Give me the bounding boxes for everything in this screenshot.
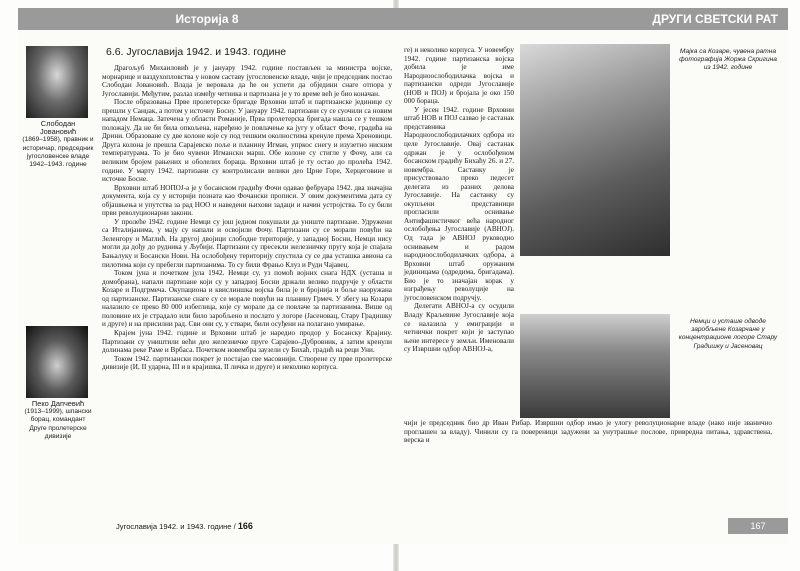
photo-mother-kozara (520, 44, 670, 256)
paragraph: У пролеће 1942. године Немци су још једном покушали да униште партизане. Удружени са Италијанима, у мају су напали и освојили Фочу. Партизани су се морали повући на Зеленгору и Маглић. На другој двојици слободне територије, у западној Босни, Немци нису могли да дођу до рудника у Љубији. Партизани су пресекли железничку пругу која је спајала Бањалуку и Босански Нови. На ослобођену територију спустила су се два усташка авиона са пилотима који су пребегли партизанима. То су били Фрањо Клуз и Руди Чајавец. (102, 217, 392, 269)
paragraph: У јесен 1942. године Врховни штаб НОВ и ПОЈ сазвао је састанак представника Народноослободилачких одбора из целе Југославије. Овај састанак одржан је у ослобођеном босанском градићу Бихаћу 26. и 27. новембра. Састанку је присуствовало преко педесет делегата из разних делова Југославије. На састанку су окупљени представници прогласили оснивање Антифашистичког већа народног ослобођења Југославије (АВНОЈ). Од тада је АВНОЈ руководио оснивањем и радом народноослободилачких одбора, а Врховни штаб оружаним јединицама (одредима, бригадама). Био је то значајан корак у изграђењу револуције на југословенском подручју. (404, 105, 514, 302)
portrait-caption-1 (22, 120, 94, 169)
photo2-caption: Немци и усташе одводе заробљене Козарчане у концентрационе логоре Стару Градишку и Јасеновац (678, 318, 778, 350)
right-page (396, 8, 788, 544)
paragraph: Врховни штаб НОПОЈ-а је у босанском градићу Фочи одавао фебруара 1942. два значајна документа, која су у историји позната као Фочански прописи. У овим документима дата су објашњења и упутства за рад НОО и наведени њихови задаци и начин устројства. То су били први револуционарни закони. (102, 183, 392, 218)
left-header-bar: Историја 8 (18, 8, 396, 30)
page-number-right: 167 (728, 518, 788, 534)
page-number-left: 166 (237, 521, 253, 531)
portrait-desc-2: (1913–1999), шпански борац, командант Друге пролетерске дивизије (24, 408, 92, 440)
paragraph: Током 1942. партизански покрет је постајао све масовнији. Створене су прве пролетерске дивизије (И, II ударна, III и в крајишка, II личка и друге) и неколико корпуса. (102, 354, 392, 372)
paragraph: Делегати АВНОЈ-а су осудили Владу Краљевине Југославије која се налазила у емиграцији и четнички покрет који је заступао њене интересе у земљи. Именовали су Извршни одбор АВНОЈ-а, (404, 302, 514, 354)
left-footer (116, 521, 253, 531)
left-text-column (102, 46, 392, 372)
photo-jovanovic (26, 46, 88, 118)
right-text-column (404, 46, 514, 354)
paragraph: Крајем јуна 1942. године и Врховни штаб је наредио продор у Босанску Крајину. Партизани су уништили већи део железничке пруге Сарајево–Дубровник, а затим кренули долинама реке Раме и Врбаса. Почетком новембра заузели су Бихаћ, градић на реци Уни. (102, 328, 392, 355)
right-bottom-text (404, 419, 772, 445)
paragraph: Драгољуб Михаиловић је у јануару 1942. године постављен за министра војске, морнарице и ваздухопловства у новом саставу југословенске владе, чији је председник постао Слободан Јовановић. Влада је веровала да ће он успети да обједини снаге отпора у Југославији. Међутим, разлаз између четника и партизана је у то време већ је био коначан. (102, 64, 392, 98)
portrait-desc-1: (1869–1958), правник и историчар, председник југословенске владе 1942–1943. године (22, 136, 94, 169)
portrait-caption-2 (22, 400, 94, 441)
footer-text: Југославија 1942. и 1943. године / (116, 522, 236, 531)
left-page (18, 8, 396, 544)
right-header-bar: ДРУГИ СВЕТСКИ РАТ (396, 8, 788, 30)
paragraph: Током јуна и почетком јула 1942. Немци су, уз помоћ војних снага НДХ (усташа и домобрана), напали партизане који су у западној Босни држали велико подручје у области Козаре и Подгрмеча. Окупациона и квислиншка војска била је и бројнија и боље наоружана од партизанске. Партизанске снаге су се морале повући на планину Грмеч. У збегу на Козари налазило се преко 80 000 избеглица, које су морале да се повлаче за партизанима. Више од половине их је страдало или било заробљено и послато у логоре (Јасеновац, Стару Градишку и друге) и на присилни рад. Сви они су, у ствари, били осуђени на полагано умирање. (102, 269, 392, 329)
paragraph: ге) и неколико корпуса. У новембру 1942. године партизанска војска добила је име Народноослободилачка војска и партизански одреди Југославије (НОВ и ПОЈ) и бројала је око 150 000 бораца. (404, 46, 514, 106)
paragraph: чији је председник био др Иван Рибар. Извршни одбор имао је улогу револуционарне владе (иако није званично проглашен за владу). Чинили су га повереници задужени за унутрашње послове, привредна питања, здравствена, верска и (404, 419, 772, 445)
portrait-jovanovic (22, 46, 94, 169)
portrait-dapcevic (22, 326, 94, 441)
photo-dapcevic (26, 326, 88, 398)
photo1-caption: Мајка са Козаре, чувена ратна фотографија Жоржа Скригина из 1942. године (679, 48, 777, 72)
portrait-name-2: Пеко Дапчевић (31, 399, 85, 408)
photo-prisoners-march (520, 314, 670, 418)
section-title: 6.6. Југославија 1942. и 1943. године (106, 46, 287, 58)
paragraph: После образовања Прве пролетерске бригаде Врховни штаб и партизанске јединице су прешли у Санџак, а потом у источну Босну. У јануару 1942. партизани су се суочили са новим нападом Немаца. Затечена у области Романије, Прва пролетерска бригада нашла се у тешком положају. Да не би била опкољена, наређено је повлачење ка југу у област Фоче, градића на Дрини. Образоване су две колоне које су под тешким околностима кренуле према Хреновици. Друга колона је прешла Сарајевско поље и планину Игман, упркос снегу и изузетно ниским температурама. То је био чувени Игмански марш. Обе колоне су стигле у Фочу, али са великим бројем рањених и оболелих бораца. Врховни штаб је ту остао до пролећа 1942. године. У марту 1942. партизани су контролисали велики део Црне Горе, Херцеговине и источне Босне. (102, 98, 392, 184)
portrait-name-1: Слободан Јовановић (39, 119, 77, 137)
